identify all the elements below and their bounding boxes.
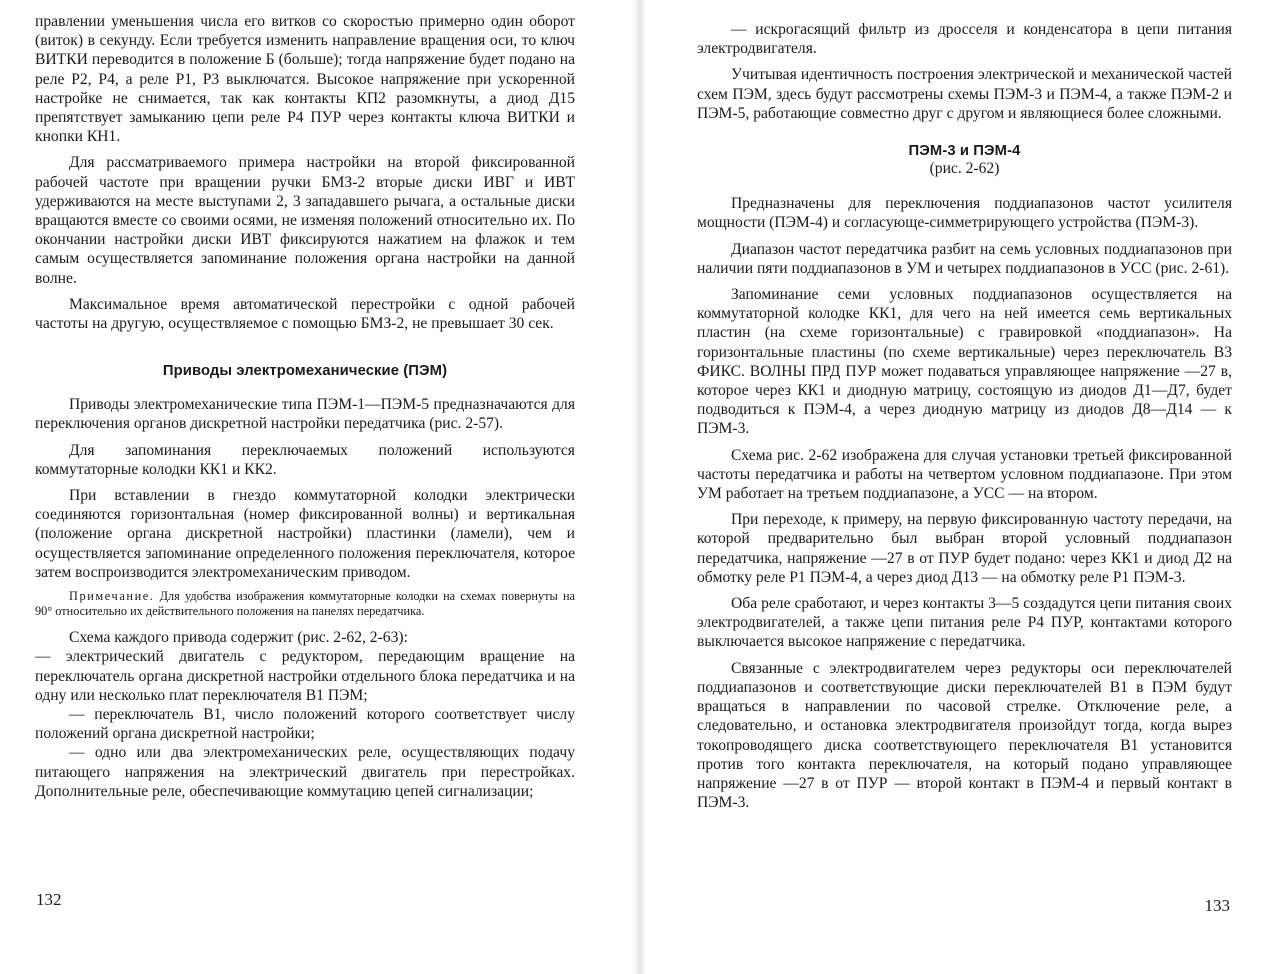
page-number-left: 132 (36, 890, 62, 909)
left-paragraph-1: правлении уменьшения числа его витков со скоростью примерно один оборот (виток) в секунду. Если требуется изменить направление вращения оси, то ключ ВИТКИ переводится в положение Б (больше); тогда напряжение будет подано на реле Р2, Р4, а реле Р1, Р3 выключатся. Высокое напряжение при ускоренной настройке не снимается, так как контакты КП2 разомкнуты, а диод Д15 препятствует замыканию цепи реле Р4 ПУР через контакты ключа ВИТКИ и кнопки КН1. (35, 13, 575, 146)
section-subheading: (рис. 2-62) (929, 160, 1000, 178)
note-text: Для удобства изображения коммутаторные колодки на схемах повернуты на 90° относительно их действительного положения на панелях передатчика. (35, 589, 575, 618)
right-paragraph-5: Запоминание семи условных поддиапазонов осуществляется на коммутаторной колодке КК1, для чего на ней имеется семь вертикальных пластин (на схеме горизонтальные) с гравировкой «поддиапазон». На горизонтальные пластины (по схеме вертикальные) через переключатель В3 ФИКС. ВОЛНЫ ПРД ПУР может подаваться управляющее напряжение —27 в, которое через КК1 и диодную матрицу, состоящую из диодов Д1—Д7, будет подводиться к ПЭМ-4, а через диодную матрицу из диодов Д8—Д14 — к ПЭМ-3. (697, 286, 1232, 438)
list-item-1: — электрический двигатель с редуктором, передающим вращение на переключатель органа дискретной настройки отдельного блока передатчика и на одну или несколько плат переключателя В1 ПЭМ; (35, 648, 575, 704)
list-item-3: — одно или два электромеханических реле, осуществляющих подачу питающего напряжения на электрический двигатель при перестройках. Дополнительные реле, обеспечивающие коммутацию цепей сигнализации; (35, 744, 575, 800)
list-item-2: — переключатель В1, число положений которого соответствует числу положений органа дискретной настройки; (35, 706, 575, 743)
right-paragraph-9: Связанные с электродвигателем через редукторы оси переключателей поддиапазонов и соответствующие диски переключателей В1 в ПЭМ будут вращаться в направлении по часовой стрелке. Отключение реле, а следовательно, и остановка электродвигателя произойдут тогда, когда вырез токопроводящего диска соответствующего переключателя В1 установится против того контакта переключателя, на который подано управляющее напряжение —27 в от ПУР — второй контакт в ПЭМ-4 и первый контакт в ПЭМ-3. (697, 659, 1232, 812)
list-intro: Схема каждого привода содержит (рис. 2-62, 2-63): (69, 629, 408, 647)
right-paragraph-3: Предназначены для переключения поддиапазонов частот усилителя мощности (ПЭМ-4) и согласующе-симметрирующего устройства (ПЭМ-3). (697, 195, 1232, 232)
left-page-content (35, 12, 575, 801)
note-label: Примечание. (69, 589, 155, 604)
left-paragraph-4: Приводы электромеханические типа ПЭМ-1—ПЭМ-5 предназначаются для переключения органов дискретной настройки передатчика (рис. 2-57). (35, 396, 575, 433)
page-number-right: 133 (1204, 896, 1230, 915)
book-gutter (632, 0, 646, 974)
right-paragraph-8: Оба реле сработают, и через контакты 3—5 создадутся цепи питания своих электродвигателей, а также цепи питания реле Р4 ПУР, контактами которого выключается высокое напряжение с передатчика. (697, 595, 1232, 651)
section-heading-pem3-pem4: ПЭМ-3 и ПЭМ-4 (908, 143, 1021, 160)
left-paragraph-2: Для рассматриваемого примера настройки на второй фиксированной рабочей частоте при вращении ручки БМЗ-2 вторые диски ИВГ и ИВТ удерживаются на месте выступами 2, 3 западавшего рычага, а остальные диски вращаются вместе со своими осями, не изменяя положений относительно их. По окончании настройки диски ИВТ фиксируются нажатием на флажок и тем самым осуществляется запоминание положения органа настройки на данной волне. (35, 154, 575, 287)
left-paragraph-6: При вставлении в гнездо коммутаторной колодки электрически соединяются горизонтальная (номер фиксированной волны) и вертикальная (положение органа дискретной настройки) пластинки (ламели), чем и осуществляется запоминание определенного положения переключателя, которое затем воспроизводится электромеханическим приводом. (35, 487, 575, 581)
right-page-content (697, 20, 1232, 819)
right-paragraph-6: Схема рис. 2-62 изображена для случая установки третьей фиксированной частоты передатчика и работы на четвертом условном поддиапазоне. При этом УМ работает на третьем поддиапазоне, а УСС — на втором. (697, 446, 1232, 503)
right-paragraph-4: Диапазон частот передатчика разбит на семь условных поддиапазонов при наличии пяти поддиапазонов в УМ и четырех поддиапазонов в УСС (рис. 2-61). (697, 240, 1232, 277)
right-paragraph-2: Учитывая идентичность построения электрической и механической частей схем ПЭМ, здесь будут рассмотрены схемы ПЭМ-3 и ПЭМ-4, а также ПЭМ-2 и ПЭМ-5, работающие совместно друг с другом и являющиеся более сложными. (697, 66, 1232, 122)
footnote (35, 589, 575, 618)
section-heading-pem: Приводы электромеханические (ПЭМ) (162, 363, 448, 380)
right-paragraph-1: — искрогасящий фильтр из дросселя и конденсатора в цепи питания электродвигателя. (697, 21, 1232, 58)
left-paragraph-5: Для запоминания переключаемых положений используются коммутаторные колодки КК1 и КК2. (35, 441, 575, 478)
right-paragraph-7: При переходе, к примеру, на первую фиксированную частоту передачи, на которой предварительно был выбран второй условный поддиапазон передатчика, напряжение —27 в от ПУР будет подано: через КК1 и диод Д2 на обмотку реле Р1 ПЭМ-4, а через диод Д13 — на обмотку реле Р1 ПЭМ-3. (697, 511, 1232, 586)
left-paragraph-3: Максимальное время автоматической перестройки с одной рабочей частоты на другую, осуществляемое с помощью БМЗ-2, не превышает 30 сек. (35, 295, 575, 333)
